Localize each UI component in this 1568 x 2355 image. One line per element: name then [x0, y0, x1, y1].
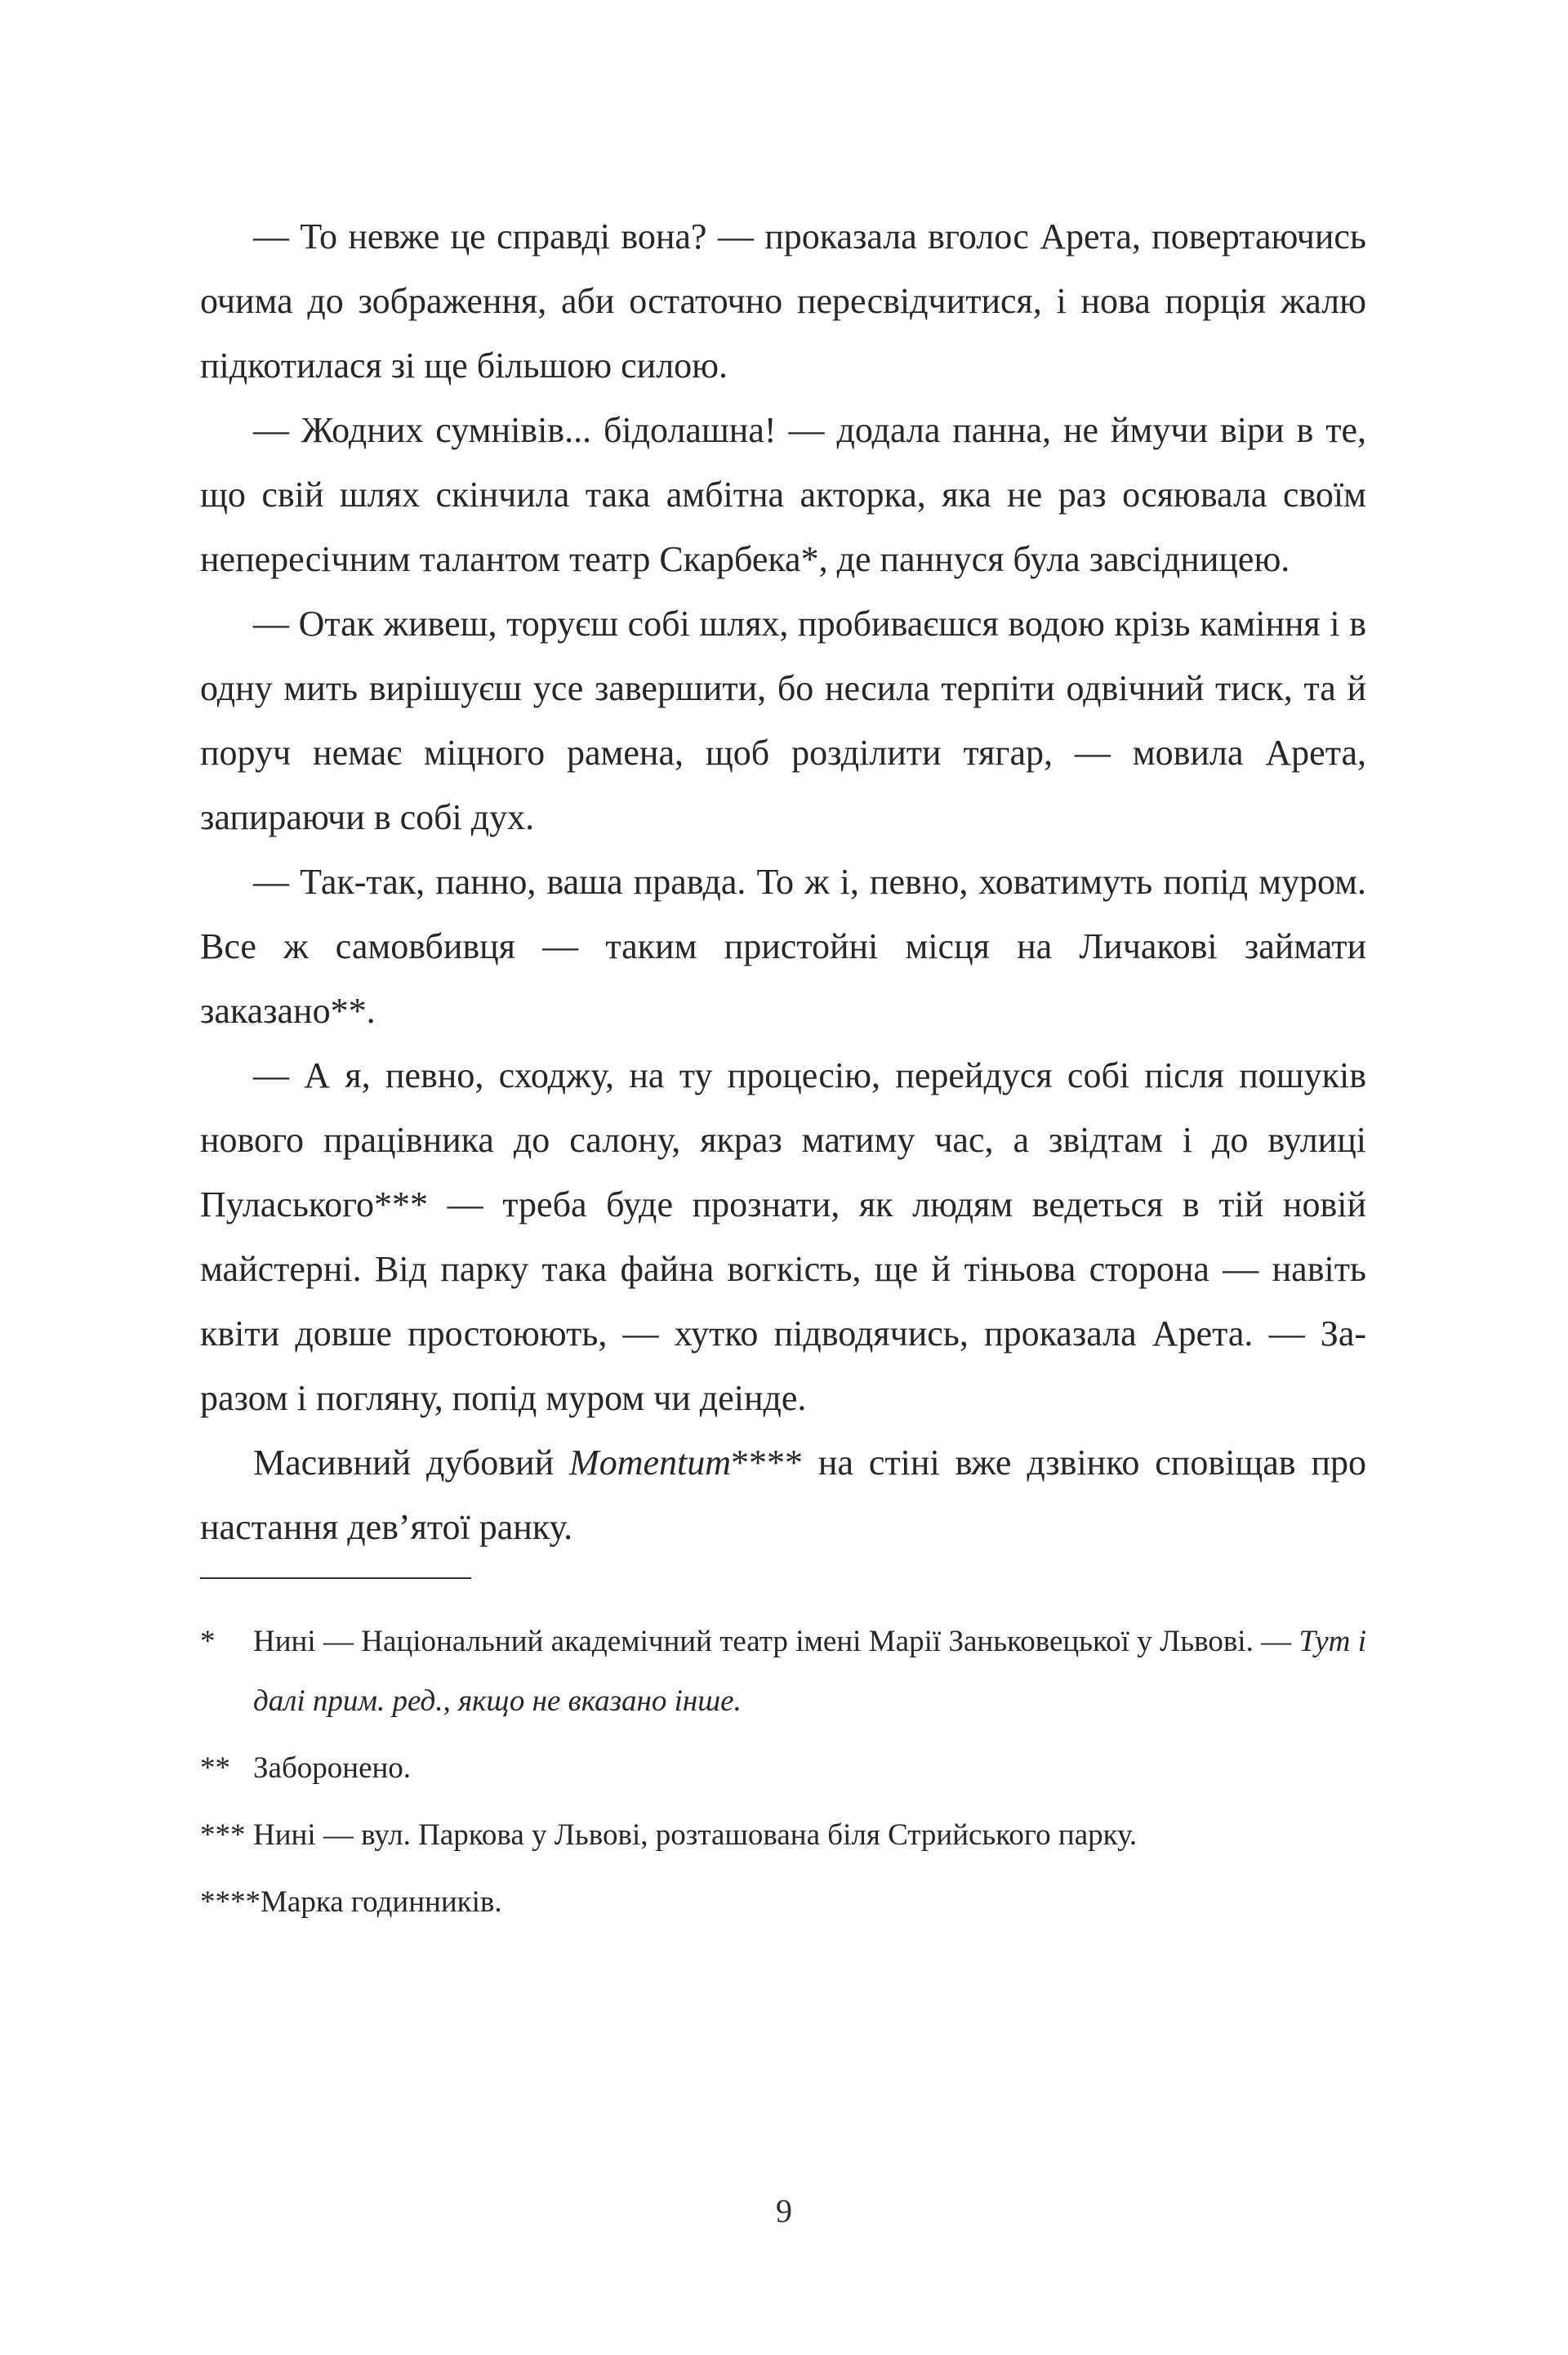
footnote-1-text: Нині — Національний академічний театр імені Марії Заньковецької у Львові. —: [253, 1625, 1299, 1658]
footnote-3-text: Нині — вул. Паркова у Львові, розташована біля Стрийського парку.: [253, 1818, 1138, 1852]
body-text: [200, 204, 1366, 1559]
footnote-4-marker: ****: [200, 1885, 261, 1919]
footnote-3: [200, 1805, 1366, 1865]
paragraph-6-text-end: **** на стіні вже дзвінко сповіщав про настання дев’ятої ранку.: [200, 1443, 1366, 1547]
paragraph-3: [200, 591, 1366, 850]
footnote-2-text: Заборонено.: [253, 1751, 412, 1785]
footnotes: [200, 1612, 1366, 1932]
footnote-2-marker: **: [200, 1751, 230, 1785]
paragraph-6-italic-word: Momentum: [569, 1443, 732, 1483]
footnote-1-marker: *: [200, 1625, 216, 1658]
paragraph-1: [200, 204, 1366, 398]
paragraph-6: [200, 1430, 1366, 1559]
footnote-1-italic-text: Тут і далі прим. ред., якщо не вказано інше.: [253, 1625, 1366, 1718]
footnote-3-marker: ***: [200, 1818, 246, 1852]
paragraph-2-text: — Жодних сумнівів... бідолашна! — додала панна, не ймучи віри в те, що свій шлях скінчила така амбітна акторка, яка не раз осяювала своїм непересічним талантом театр Скарбека*, де паннуся була завсідницею.: [200, 410, 1366, 579]
paragraph-5: [200, 1043, 1366, 1430]
paragraph-1-text: — То невже це справді вона? — проказала вголос Арета, повертаючись очима до зображення, аби остаточно пересвідчитися, і нова порція жалю підкотилася зі ще більшою силою.: [200, 216, 1366, 386]
paragraph-6-text: Масивний дубовий: [253, 1443, 570, 1483]
footnote-2: [200, 1738, 1366, 1798]
page-number: 9: [776, 2192, 792, 2229]
paragraph-3-text: — Отак живеш, торуєш собі шлях, пробиваєшся водою крізь каміння і в одну мить вирішуєш усе завершити, бо несила терпіти одвічний тиск, та й поруч немає міцного рамена, щоб розділити тягар, — мовила Арета, запираючи в собі дух.: [200, 604, 1366, 837]
footnote-separator: [200, 1577, 471, 1579]
footnote-4: [200, 1872, 1366, 1932]
footnote-1: [200, 1612, 1366, 1731]
paragraph-4-text: — Так-так, панно, ваша правда. То ж і, певно, ховатимуть попід муром. Все ж самовбивця — таким пристойні місця на Личакові займати заказано**.: [200, 862, 1366, 1031]
footnote-4-text: Марка годинників.: [261, 1885, 502, 1919]
paragraph-4: [200, 850, 1366, 1043]
paragraph-5-text: — А я, певно, сходжу, на ту процесію, перейдуся собі після пошуків нового працівника до салону, якраз матиму час, а звідтам і до вулиці Пуласького*** — треба буде прознати, як людям ведеться в тій новій майстерні. Від парку така файна вогкість, ще й тіньова сторона — навіть квіти довше простоюють, — хутко підводячись, проказала Арета. — Заразом і погляну, попід муром чи деінде.: [200, 1055, 1366, 1418]
text-block: [200, 204, 1366, 1939]
paragraph-2: [200, 398, 1366, 591]
